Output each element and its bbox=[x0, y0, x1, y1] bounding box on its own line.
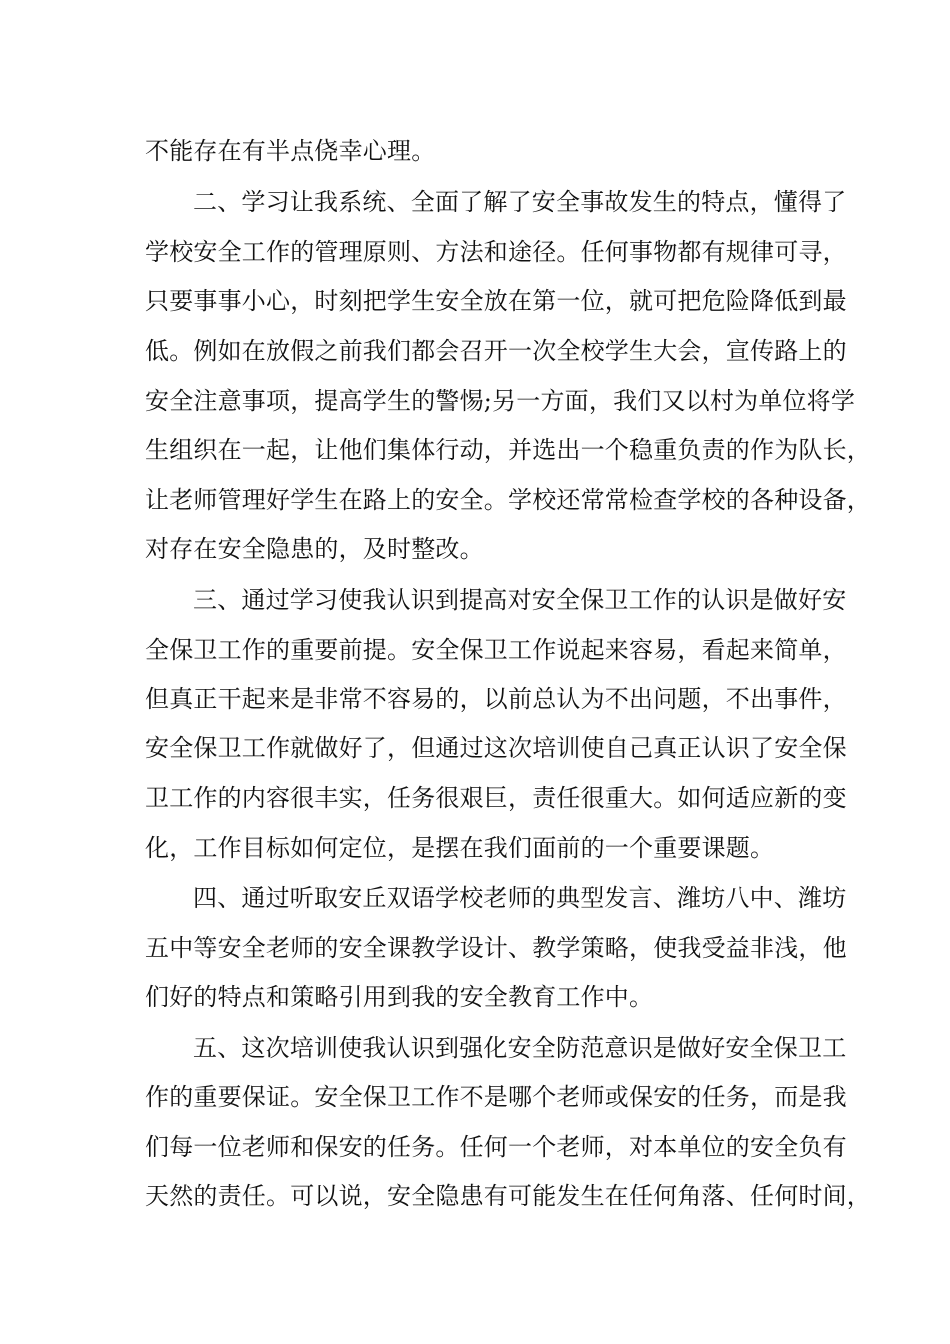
text-line: 对存在安全隐患的，及时整改。 bbox=[145, 535, 484, 563]
text-line: 但真正干起来是非常不容易的，以前总认为不出问题，不出事件， bbox=[145, 685, 847, 713]
text-line: 只要事事小心，时刻把学生安全放在第一位，就可把危险降低到最 bbox=[145, 287, 847, 315]
text-line: 生组织在一起，让他们集体行动，并选出一个稳重负责的作为队长， bbox=[145, 436, 871, 464]
text-line: 们好的特点和策略引用到我的安全教育工作中。 bbox=[145, 983, 654, 1011]
paragraph-4-first-line: 四、通过听取安丘双语学校老师的典型发言、潍坊八中、潍坊 bbox=[193, 884, 847, 912]
text-line: 天然的责任。可以说，安全隐患有可能发生在任何角落、任何时间， bbox=[145, 1182, 871, 1210]
paragraph-3-first-line: 三、通过学习使我认识到提高对安全保卫工作的认识是做好安 bbox=[193, 586, 847, 614]
text-line: 低。例如在放假之前我们都会召开一次全校学生大会，宣传路上的 bbox=[145, 337, 847, 365]
text-line: 不能存在有半点侥幸心理。 bbox=[145, 137, 436, 165]
paragraph-2-first-line: 二、学习让我系统、全面了解了安全事故发生的特点，懂得了 bbox=[193, 188, 847, 216]
text-line: 作的重要保证。安全保卫工作不是哪个老师或保安的任务，而是我 bbox=[145, 1083, 847, 1111]
paragraph-5-first-line: 五、这次培训使我认识到强化安全防范意识是做好安全保卫工 bbox=[193, 1034, 847, 1062]
text-line: 化，工作目标如何定位，是摆在我们面前的一个重要课题。 bbox=[145, 834, 775, 862]
text-line: 安全保卫工作就做好了，但通过这次培训使自己真正认识了安全保 bbox=[145, 734, 847, 762]
text-line: 全保卫工作的重要前提。安全保卫工作说起来容易，看起来简单， bbox=[145, 636, 847, 664]
text-line: 安全注意事项，提高学生的警惕;另一方面，我们又以村为单位将学 bbox=[145, 387, 856, 415]
text-line: 让老师管理好学生在路上的安全。学校还常常检查学校的各种设备， bbox=[145, 486, 871, 514]
text-line: 五中等安全老师的安全课教学设计、教学策略，使我受益非浅，他 bbox=[145, 934, 847, 962]
text-line: 学校安全工作的管理原则、方法和途径。任何事物都有规律可寻， bbox=[145, 238, 847, 266]
text-line: 们每一位老师和保安的任务。任何一个老师，对本单位的安全负有 bbox=[145, 1133, 847, 1161]
text-line: 卫工作的内容很丰实，任务很艰巨，责任很重大。如何适应新的变 bbox=[145, 784, 847, 812]
